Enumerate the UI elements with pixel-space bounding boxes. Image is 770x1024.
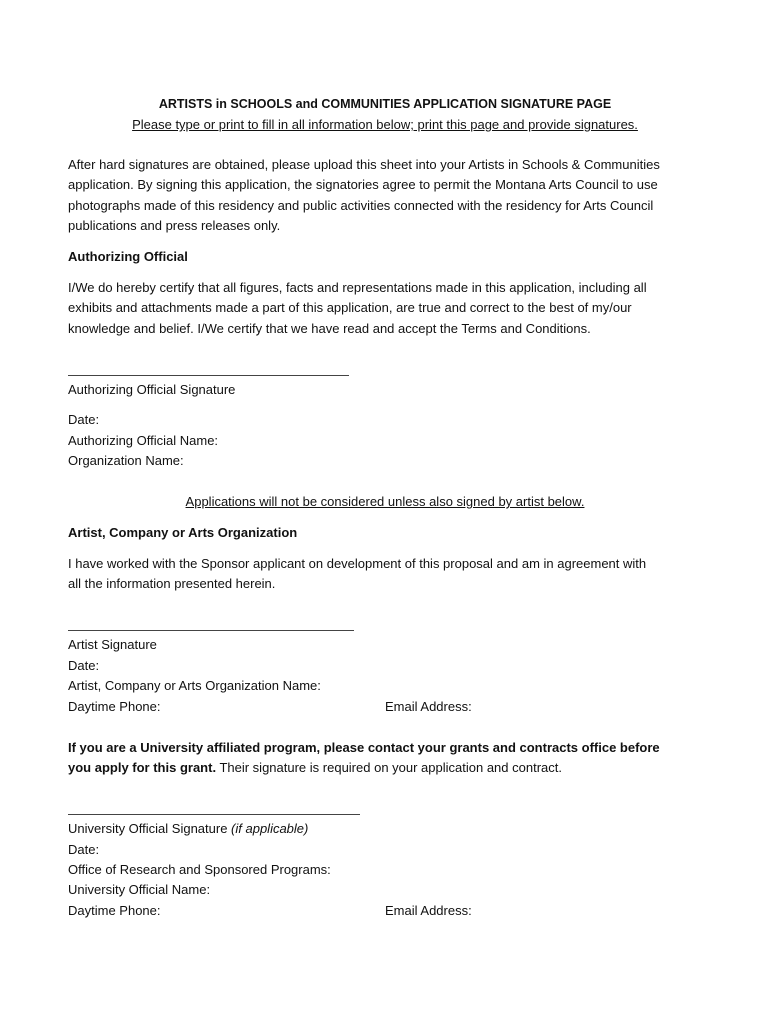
artist-signature-label: Artist Signature bbox=[68, 637, 157, 652]
page-title: ARTISTS in SCHOOLS and COMMUNITIES APPLICATION SIGNATURE PAGE bbox=[158, 97, 612, 111]
authorizing-date-label: Date: bbox=[68, 412, 100, 427]
authorizing-body-line-3: knowledge and belief. I/We certify that we have read and accept the Terms and Conditions. bbox=[68, 321, 591, 336]
university-signature-label-row bbox=[68, 821, 308, 837]
page-subtitle: Please type or print to fill in all information below; print this page and provide signatures. bbox=[132, 117, 638, 132]
intro-line-3: photographs made of this residency and public activities connected with the residency for Arts Council bbox=[68, 198, 654, 213]
authorizing-signature-line bbox=[68, 375, 349, 376]
artist-date-label: Date: bbox=[68, 658, 100, 673]
university-name-label: University Official Name: bbox=[68, 882, 211, 897]
university-notice-line-2 bbox=[68, 760, 562, 776]
intro-line-4: publications and press releases only. bbox=[68, 218, 281, 233]
research-office-label: Office of Research and Sponsored Programs: bbox=[68, 862, 331, 877]
artist-signature-line bbox=[68, 630, 354, 631]
artist-heading: Artist, Company or Arts Organization bbox=[68, 525, 298, 540]
university-notice-bold: you apply for this grant. bbox=[68, 760, 217, 775]
artist-body-line-2: all the information presented herein. bbox=[68, 576, 276, 591]
university-signature-line bbox=[68, 814, 360, 815]
artist-phone-label: Daytime Phone: bbox=[68, 699, 161, 714]
university-email-label: Email Address: bbox=[385, 903, 472, 918]
authorizing-signature-label: Authorizing Official Signature bbox=[68, 382, 236, 397]
intro-line-1: After hard signatures are obtained, please upload this sheet into your Artists in Schools & Communities bbox=[68, 157, 660, 172]
intro-line-2: application. By signing this application, the signatories agree to permit the Montana Arts Council to use bbox=[68, 177, 658, 192]
university-date-label: Date: bbox=[68, 842, 100, 857]
authorizing-name-label: Authorizing Official Name: bbox=[68, 433, 219, 448]
artist-name-label: Artist, Company or Arts Organization Name: bbox=[68, 678, 321, 693]
artist-signature-notice: Applications will not be considered unless also signed by artist below. bbox=[185, 494, 585, 509]
organization-name-label: Organization Name: bbox=[68, 453, 184, 468]
university-phone-label: Daytime Phone: bbox=[68, 903, 161, 918]
university-signature-label: University Official Signature bbox=[68, 821, 232, 836]
authorizing-body-line-1: I/We do hereby certify that all figures, facts and representations made in this application, including all bbox=[68, 280, 647, 295]
artist-body-line-1: I have worked with the Sponsor applicant on development of this proposal and am in agreement with bbox=[68, 556, 647, 571]
authorizing-heading: Authorizing Official bbox=[68, 249, 188, 264]
university-signature-note: (if applicable) bbox=[231, 821, 309, 836]
university-notice-line-1: If you are a University affiliated program, please contact your grants and contracts office before bbox=[68, 740, 660, 755]
university-notice-normal: Their signature is required on your application and contract. bbox=[216, 760, 562, 775]
authorizing-body-line-2: exhibits and attachments made a part of this application, are true and correct to the best of my/our bbox=[68, 300, 632, 315]
artist-email-label: Email Address: bbox=[385, 699, 472, 714]
